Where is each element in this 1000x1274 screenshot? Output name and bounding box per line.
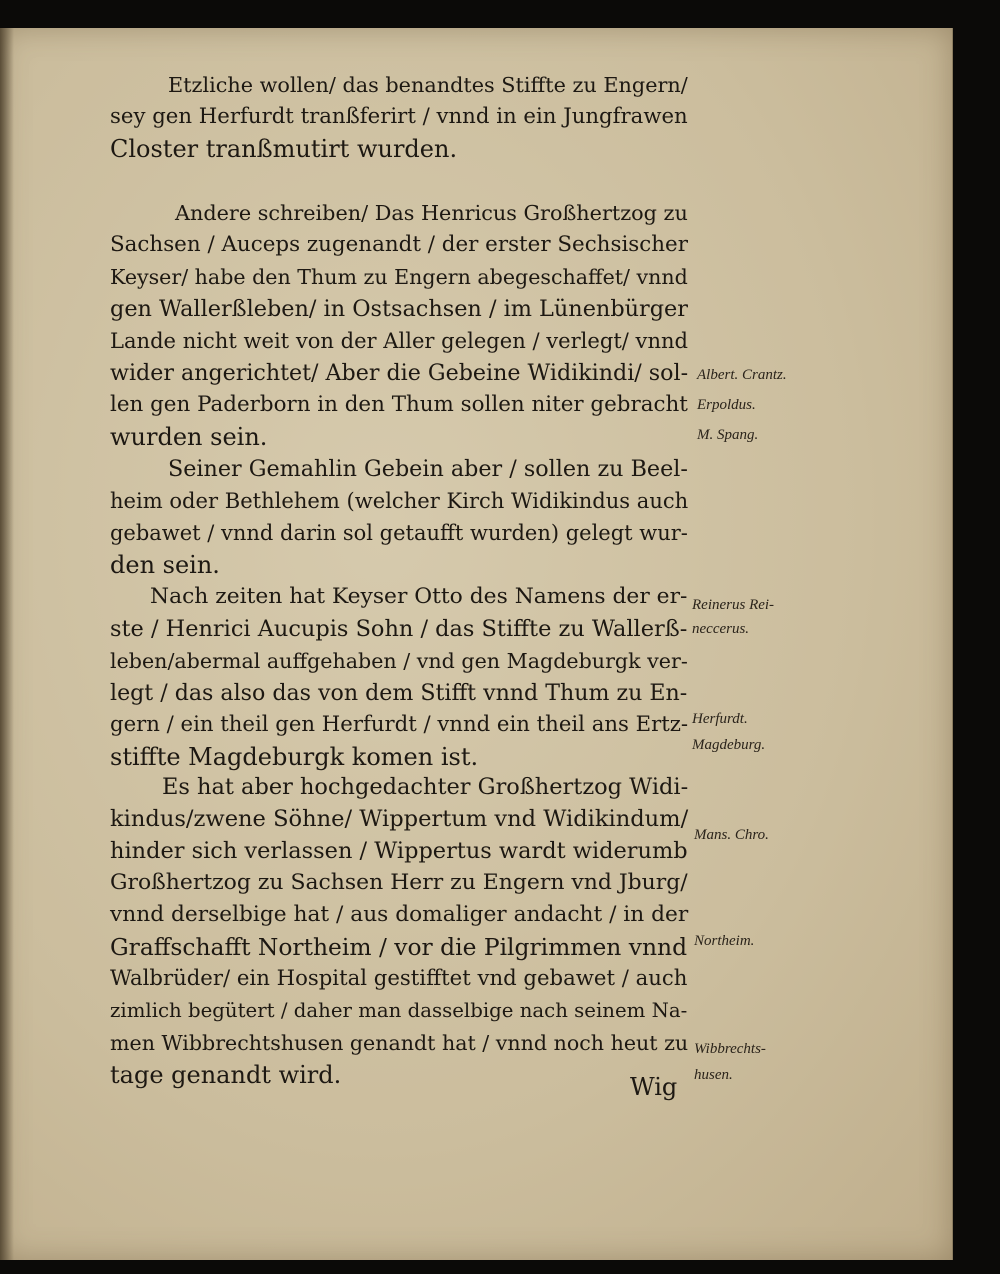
- text-line: gern / ein theil gen Herfurdt / vnnd ein theil ans Ertz-: [110, 712, 689, 737]
- text-line: Keyser/ habe den Thum zu Engern abegeschaffet/ vnnd: [110, 265, 688, 289]
- margin-note: Mans. Chro.: [694, 827, 769, 843]
- text-line: gen Wallerßleben/ in Ostsachsen / im Lünenbürger: [110, 296, 688, 322]
- text-line: wider angerichtet/ Aber die Gebeine Widikindi/ sol-: [110, 360, 689, 386]
- margin-note: M. Spang.: [697, 427, 759, 443]
- text-line: gebawet / vnnd darin sol getaufft wurden) gelegt wur-: [110, 521, 688, 545]
- margin-note: Herfurdt.: [692, 711, 748, 727]
- text-line: leben/abermal auffgehaben / vnd gen Magdeburgk ver-: [110, 649, 688, 673]
- text-line: heim oder Bethlehem (welcher Kirch Widikindus auch: [110, 488, 689, 513]
- text-line: len gen Paderborn in den Thum sollen niter gebracht: [110, 392, 688, 417]
- text-line: Closter tranßmutirt wurden.: [110, 135, 458, 163]
- text-line: Etzliche wollen/ das benandtes Stiffte zu Engern/: [168, 73, 688, 97]
- text-line: zimlich begütert / daher man dasselbige nach seinem Na-: [110, 999, 688, 1022]
- page-gutter-shadow: [0, 28, 14, 1260]
- margin-note: Wibbrechts-: [694, 1041, 766, 1057]
- text-line: vnnd derselbige hat / aus domaliger andacht / in der: [110, 902, 689, 927]
- text-line: Lande nicht weit von der Aller gelegen / verlegt/ vnnd: [110, 328, 689, 353]
- margin-note: husen.: [694, 1067, 733, 1083]
- text-line: hinder sich verlassen / Wippertus wardt widerumb: [110, 838, 688, 864]
- text-line: men Wibbrechtshusen genandt hat / vnnd noch heut zu: [110, 1031, 689, 1055]
- text-line: Seiner Gemahlin Gebein aber / sollen zu Beel-: [168, 456, 688, 482]
- text-line: sey gen Herfurdt tranßferirt / vnnd in ein Jungfrawen: [110, 104, 688, 129]
- margin-note: Erpoldus.: [697, 397, 756, 413]
- text-line: Sachsen / Auceps zugenandt / der erster Sechsischer: [110, 232, 688, 257]
- margin-note: Northeim.: [694, 933, 755, 949]
- text-line: Es hat aber hochgedachter Großhertzog Widi-: [162, 774, 689, 800]
- text-line: Nach zeiten hat Keyser Otto des Namens der er-: [150, 584, 688, 609]
- text-line: Großhertzog zu Sachsen Herr zu Engern vnd Jburg/: [110, 870, 688, 895]
- text-line: ste / Henrici Aucupis Sohn / das Stiffte zu Wallerß-: [110, 616, 688, 642]
- margin-note: neccerus.: [692, 621, 750, 637]
- text-line: den sein.: [110, 551, 220, 579]
- text-line: wurden sein.: [110, 423, 268, 451]
- text-line: Andere schreiben/ Das Henricus Großhertzog zu: [175, 201, 688, 225]
- text-line: legt / das also das von dem Stifft vnnd Thum zu En-: [110, 680, 688, 706]
- text-line: tage genandt wird.: [110, 1061, 342, 1089]
- text-line: Walbrüder/ ein Hospital gestifftet vnd gebawet / auch: [110, 966, 688, 991]
- margin-note: Reinerus Rei-: [692, 597, 775, 613]
- catchword: Wig: [630, 1073, 678, 1101]
- margin-note: Albert. Crantz.: [697, 367, 787, 383]
- margin-note: Magdeburg.: [692, 737, 766, 753]
- text-line: stiffte Magdeburgk komen ist.: [110, 743, 479, 771]
- text-line: kindus/zwene Söhne/ Wippertum vnd Widikindum/: [110, 806, 689, 832]
- text-line: Graffschafft Northeim / vor die Pilgrimmen vnnd: [110, 933, 688, 961]
